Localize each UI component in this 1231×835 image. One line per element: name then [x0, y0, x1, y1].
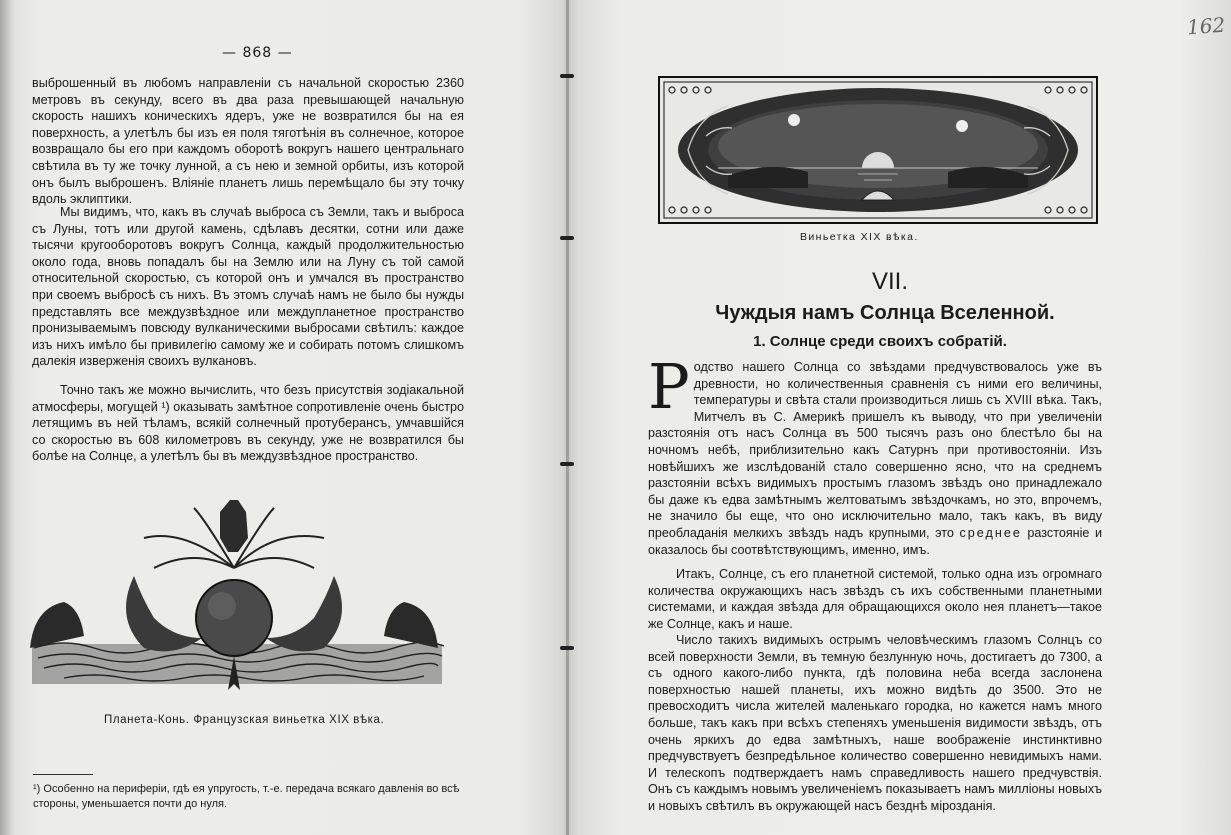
right-paragraph-1-end: разстояніе и оказалось бы соотвѣтствующимъ, именно, имъ. [648, 525, 1103, 557]
footnote: ¹) Особенно на периферіи, гдѣ ея упругость, т.-е. передача всякаго давленія во всѣ стороны, уменьшается почти до нуля. [33, 783, 460, 810]
left-paragraph-1: выброшенный въ любомъ направленіи съ начальной скоростью 2360 метровъ въ секунду, всего въ два раза превышающей начальную скорость нашихъ коническихъ ядеръ, уже не возвратился бы на ея поверхность, а улетѣлъ бы изъ ея поля тяготѣнія въ солнечное, которое возвращало бы его при каждомъ оборотѣ вокругъ нашего центральнаго свѣтила въ ту же точку лунной, а съ нею и земной орбиты, изъ которой онъ былъ выброшенъ. Вліяніе планетъ лишь перемѣщало бы эту точку вдоль эклиптики. [32, 76, 464, 207]
night-sea-vignette [658, 76, 1098, 224]
chapter-number: VII. [871, 268, 908, 295]
drop-cap: Р [648, 350, 690, 423]
left-vignette-caption: Планета-Конь. Французская виньетка XIX вѣка. [104, 714, 385, 726]
section-title: 1. Солнце среди своихъ собратій. [753, 333, 1007, 350]
corner-page-number: 162 [1186, 12, 1226, 40]
right-paragraph-3: Число такихъ видимыхъ острымъ человѣческимъ глазомъ Солнцъ со всей поверхности Земли, въ темную безлунную ночь, достигаетъ до 7300, а съ одного какого-либо пункта, гдѣ половина неба всегда заслонена поверхностью нашей планеты, ихъ можно видѣть до 3500. Это не превосходитъ числа жителей маленькаго городка, но кажется намъ много больше, такъ какъ при всѣхъ степеняхъ уменьшенія видимости звѣздъ, отъ очень яркихъ до едва замѣтныхъ, наше воображеніе инстинктивно предчувствуетъ безпредѣльное количество совершенно невидимыхъ нами. И телескопъ подтверждаетъ намъ справедливость нашего предчувствія. Онъ съ каждымъ новымъ увеличеніемъ показываетъ намъ милліоны новыхъ и новыхъ свѣтилъ въ окружающей насъ безднѣ мірозданія. [648, 633, 1102, 813]
binding-stitch [560, 74, 574, 78]
right-paragraph-1-text: одство нашего Солнца со звѣздами предчувствовалось уже въ древности, но количественныя сравненія съ ними его величины, температуры и свѣта стали производиться лишь съ XVIII вѣка. Такъ, Митчелъ въ С. Америкѣ пришелъ къ выводу, что при увеличеніи разстоянія отъ насъ Солнца въ 500 тысячъ разъ оно блестѣло бы на ночномъ небѣ, приблизительно какъ Сатурнъ при противостояніи. Изъ новѣйшихъ же изслѣдованій стало совершенно ясно, что на среднемъ разстояніи всѣхъ видимыхъ простымъ глазомъ звѣздъ оно принадлежало бы даже къ едва замѣтнымъ желтоватымъ звѣздочкамъ, но это, впрочемъ, не значило бы еще, что оно исключительно мало, такъ какъ, въ виду преобладанія мелкихъ звѣздъ надъ крупными, это [648, 360, 1102, 540]
chapter-title: Чуждыя намъ Солнца Вселенной. [715, 302, 1055, 324]
right-paragraph-1 [648, 350, 1103, 558]
right-paragraph-2: Итакъ, Солнце, съ его планетной системой, только одна изъ огромнаго количества окружающихъ насъ звѣздъ съ ихъ собственными планетными системами, и каждая звѣзда для обращающихся около нея планетъ—такое же Солнце, какъ и наше. [648, 567, 1102, 631]
book-gutter [566, 0, 569, 835]
right-vignette-caption: Виньетка XIX вѣка. [800, 231, 919, 243]
planet-horse-vignette [24, 498, 444, 698]
binding-stitch [560, 646, 574, 650]
binding-stitch [560, 236, 574, 240]
left-paragraph-2: Мы видимъ, что, какъ въ случаѣ выброса съ Земли, такъ и выброса съ Луны, тотъ или другой камень, сдѣлавъ десятки, сотни или даже тысячи кругооборотовъ вокругъ Солнца, каждый продолжительностью около года, вновь попадалъ бы на Землю или на Луну съ той самой относительной скоростью, съ которой онъ и умчался въ пространство при своемъ выбросѣ съ нихъ. Въ этомъ случаѣ намъ не было бы нужды представлять все междузвѣздное или междупланетное пространство пронизываемымъ повсюду вулканическими выбросами свѣтилъ: каждое изъ нихъ имѣло бы привилегію самому же и собирать потомъ слишкомъ далекія изверженія своихъ вулкановъ. [32, 205, 464, 369]
footnote-rule [33, 774, 93, 775]
left-paragraph-3: Точно такъ же можно вычислить, что безъ присутствія зодіакальной атмосферы, могущей ¹) оказывать замѣтное сопротивленіе очень быстро летящимъ въ ней тѣламъ, всякій солнечный протуберансъ, умчавшійся со скоростью въ 608 километровъ въ секунду, уже не возвратился бы болѣе на Солнце, а улетѣлъ бы въ междузвѣздное пространство. [32, 383, 464, 464]
page-number: — 868 — [222, 45, 293, 61]
binding-stitch [560, 462, 574, 466]
emphasized-word: среднее [959, 525, 1022, 540]
